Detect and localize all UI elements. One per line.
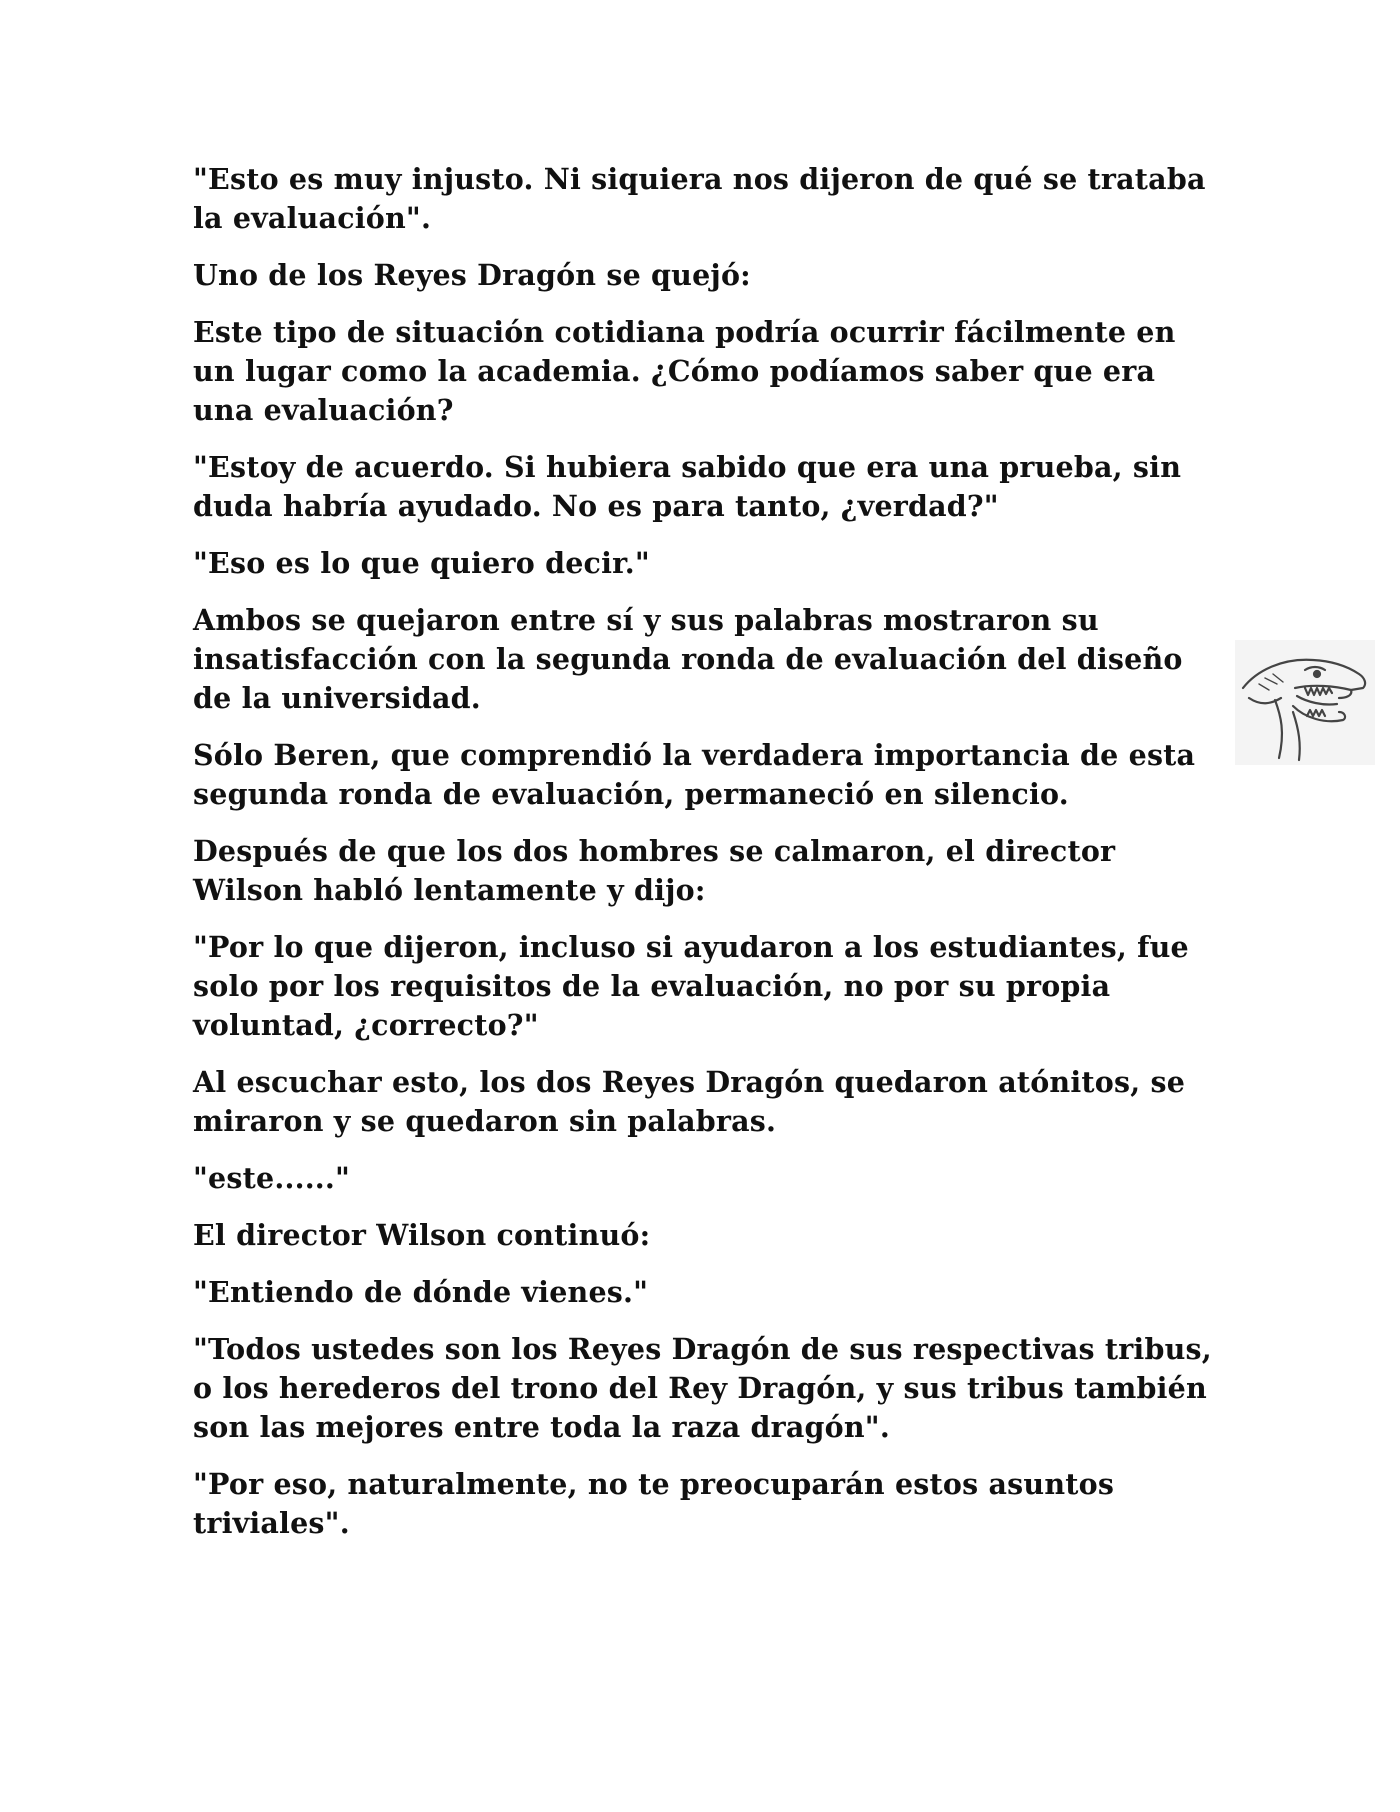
paragraph: Sólo Beren, que comprendió la verdadera importancia de esta segunda ronda de evaluación, permaneció en silencio.: [193, 738, 1196, 811]
dinosaur-head-icon: [1235, 640, 1375, 765]
paragraph: Después de que los dos hombres se calmaron, el director Wilson habló lentamente y dijo:: [193, 834, 1116, 907]
paragraph: "Todos ustedes son los Reyes Dragón de sus respectivas tribus, o los herederos del trono del Rey Dragón, y sus tribus también son las mejores entre toda la raza dragón".: [193, 1332, 1212, 1444]
paragraph: Este tipo de situación cotidiana podría ocurrir fácilmente en un lugar como la academia. ¿Cómo podíamos saber que era una evaluación?: [193, 315, 1176, 427]
paragraph: "Por eso, naturalmente, no te preocuparán estos asuntos triviales".: [193, 1467, 1115, 1540]
paragraph: "Entiendo de dónde vienes.": [193, 1275, 649, 1309]
body-text: [193, 160, 1213, 1561]
paragraph: Ambos se quejaron entre sí y sus palabras mostraron su insatisfacción con la segunda ronda de evaluación del diseño de la universidad.: [193, 603, 1183, 715]
paragraph: Al escuchar esto, los dos Reyes Dragón quedaron atónitos, se miraron y se quedaron sin palabras.: [193, 1065, 1186, 1138]
paragraph: El director Wilson continuó:: [193, 1218, 651, 1252]
paragraph: "este......": [193, 1161, 351, 1195]
paragraph: "Eso es lo que quiero decir.": [193, 546, 650, 580]
paragraph: Uno de los Reyes Dragón se quejó:: [193, 258, 751, 292]
paragraph: "Estoy de acuerdo. Si hubiera sabido que era una prueba, sin duda habría ayudado. No es para tanto, ¿verdad?": [193, 450, 1182, 523]
paragraph: "Esto es muy injusto. Ni siquiera nos dijeron de qué se trataba la evaluación".: [193, 162, 1206, 235]
paragraph: "Por lo que dijeron, incluso si ayudaron a los estudiantes, fue solo por los requisitos de la evaluación, no por su propia voluntad, ¿correcto?": [193, 930, 1189, 1042]
